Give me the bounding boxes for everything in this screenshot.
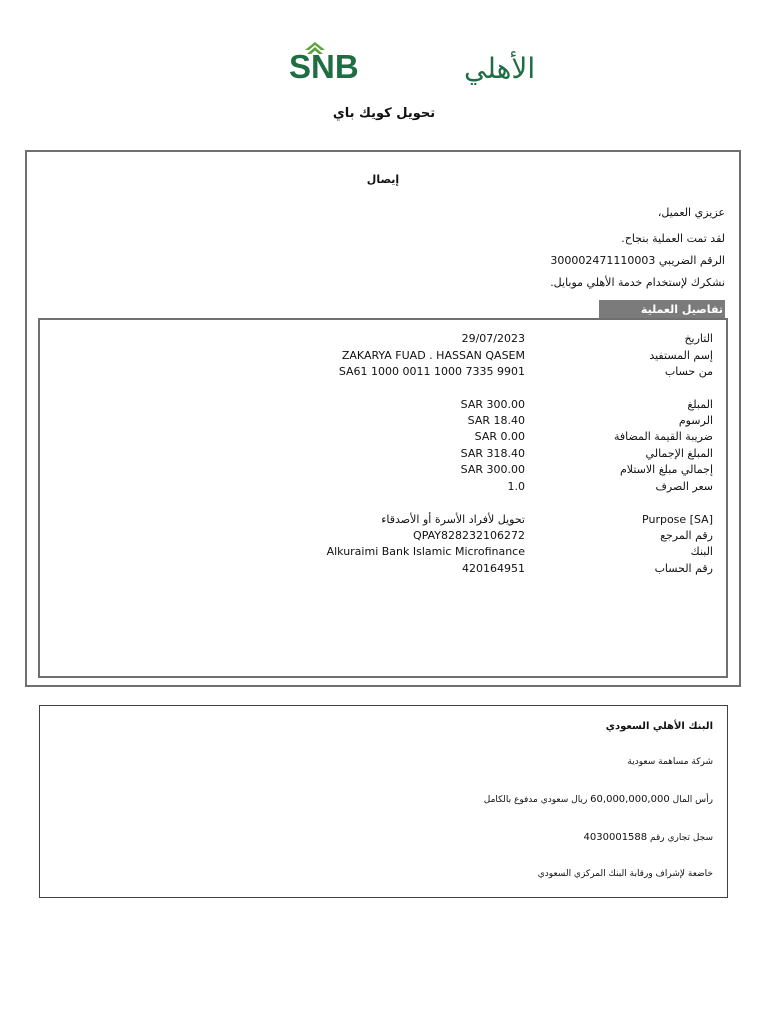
detail-row-from-account — [40, 365, 726, 381]
tax-number-label: الرقم الضريبي — [658, 254, 725, 267]
footer-supervision: خاضعة لإشراف ورقابة البنك المركزي السعودي — [537, 869, 713, 879]
detail-label: من حساب — [664, 365, 713, 378]
detail-row-vat — [40, 430, 726, 446]
greeting-text: عزيزي العميل، — [657, 206, 725, 219]
tax-number-line — [550, 254, 725, 267]
detail-label: ضريبة القيمة المضافة — [613, 430, 713, 443]
transaction-details-title: تفاصيل العملية — [599, 300, 725, 319]
detail-row-fees — [40, 414, 726, 430]
detail-row-account-number — [40, 562, 726, 578]
logo-arabic-text: الأهلي — [464, 52, 536, 85]
detail-label: المبلغ — [687, 398, 713, 411]
footer-cr-line — [584, 832, 713, 843]
detail-value: 18.40 SAR — [467, 414, 525, 427]
footer-capital-label: رأس المال — [672, 795, 713, 805]
detail-label: التاريخ — [684, 332, 713, 345]
detail-value: 300.00 SAR — [460, 463, 525, 476]
logo-latin-text: SNB — [289, 48, 359, 85]
footer-capital-line — [484, 794, 713, 805]
footer-company-type: شركة مساهمة سعودية — [627, 757, 713, 767]
footer-capital-suffix: ريال سعودي مدفوع بالكامل — [483, 795, 588, 805]
detail-row-date — [40, 332, 726, 348]
footer-capital-amount: 60,000,000,000 — [590, 794, 670, 805]
thanks-text: نشكرك لإستخدام خدمة الأهلي موبايل. — [550, 276, 725, 289]
bank-info-footer — [39, 705, 728, 898]
detail-row-total — [40, 447, 726, 463]
detail-label: البنك — [690, 545, 713, 558]
snb-logo-graphic — [288, 34, 536, 85]
detail-value: Alkuraimi Bank Islamic Microfinance — [326, 545, 525, 558]
detail-row-received-total — [40, 463, 726, 479]
detail-value: 318.40 SAR — [460, 447, 525, 460]
detail-value: 29/07/2023 — [461, 332, 525, 345]
detail-label: المبلغ الإجمالي — [645, 447, 713, 460]
detail-row-exchange-rate — [40, 480, 726, 496]
detail-label: إجمالي مبلغ الاستلام — [619, 463, 713, 476]
detail-value: تحويل لأفراد الأسرة أو الأصدقاء — [381, 513, 525, 526]
detail-label: رقم الحساب — [654, 562, 713, 575]
detail-label: سعر الصرف — [655, 480, 713, 493]
success-text: لقد تمت العملية بنجاح. — [621, 232, 725, 245]
tax-number-value: 300002471110003 — [550, 254, 656, 267]
detail-label: إسم المستفيد — [649, 349, 713, 362]
footer-cr-label: سجل تجاري رقم — [650, 833, 713, 843]
detail-row-reference — [40, 529, 726, 545]
transaction-details-table — [38, 318, 728, 678]
detail-value: 420164951 — [462, 562, 525, 575]
receipt-heading: إيصال — [366, 173, 400, 186]
receipt-panel — [25, 150, 741, 687]
footer-bank-name: البنك الأهلي السعودي — [605, 721, 713, 732]
detail-value: 1.0 — [507, 480, 525, 493]
detail-label: رقم المرجع — [660, 529, 713, 542]
detail-row-amount — [40, 398, 726, 414]
detail-label: الرسوم — [678, 414, 713, 427]
snb-logo — [288, 34, 536, 85]
detail-row-bank — [40, 545, 726, 561]
detail-label: [SA] Purpose — [642, 513, 713, 526]
detail-value: 300.00 SAR — [460, 398, 525, 411]
footer-cr-number: 4030001588 — [583, 832, 648, 843]
detail-value: QPAY828232106272 — [413, 529, 525, 542]
detail-value: 0.00 SAR — [474, 430, 525, 443]
detail-row-beneficiary — [40, 349, 726, 365]
page-title: تحويل كويك باي — [332, 106, 436, 121]
detail-value: SA61 1000 0011 1000 7335 9901 — [338, 365, 525, 378]
detail-value: ZAKARYA FUAD . HASSAN QASEM — [341, 349, 525, 362]
detail-row-purpose — [40, 513, 726, 529]
